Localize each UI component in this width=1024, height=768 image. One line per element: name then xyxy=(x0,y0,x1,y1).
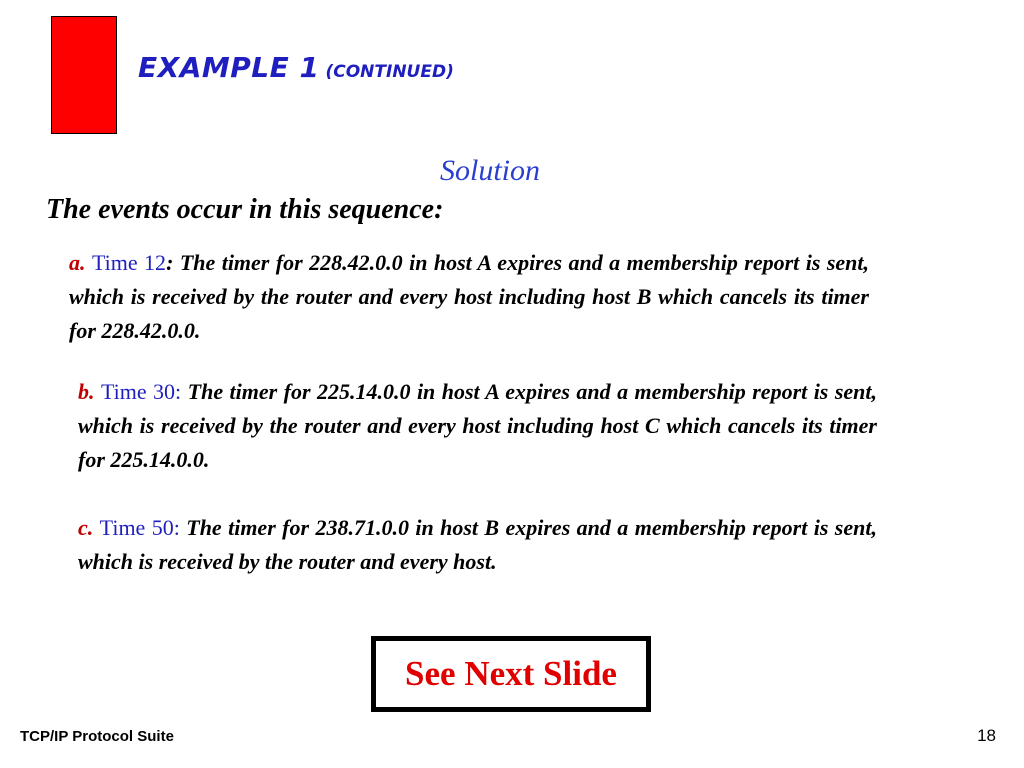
event-a-letter: a. xyxy=(69,250,86,275)
event-b-time: Time 30: xyxy=(100,379,182,404)
event-a-description: : The timer for 228.42.0.0 in host A expires and a membership report is sent, which is received by the router and every host including host B which cancels its timer for 228.42.0.0. xyxy=(69,250,870,343)
intro-text: The events occur in this sequence: xyxy=(46,194,444,225)
see-next-slide-button[interactable] xyxy=(371,636,651,712)
event-a-time: Time 12 xyxy=(91,250,167,275)
slide-title-main: EXAMPLE 1 xyxy=(138,51,320,84)
slide-title xyxy=(138,50,454,82)
event-c-description: The timer for 238.71.0.0 in host B expires and a membership report is sent, which is received by the router and every host. xyxy=(78,515,877,574)
event-b-description: The timer for 225.14.0.0 in host A expires and a membership report is sent, which is received by the router and every host including host C which cancels its timer for 225.14.0.0. xyxy=(78,379,877,472)
accent-block xyxy=(51,16,117,134)
event-a xyxy=(69,246,869,348)
event-b xyxy=(78,375,877,477)
slide-title-subtitle: (CONTINUED) xyxy=(325,62,454,82)
see-next-slide-label: See Next Slide xyxy=(405,654,617,693)
event-b-letter: b. xyxy=(78,379,95,404)
page-number: 18 xyxy=(977,726,996,745)
footer-source: TCP/IP Protocol Suite xyxy=(20,728,174,745)
event-c xyxy=(78,511,877,579)
event-c-time: Time 50: xyxy=(99,515,180,540)
event-c-letter: c. xyxy=(78,515,94,540)
solution-heading: Solution xyxy=(439,154,540,187)
